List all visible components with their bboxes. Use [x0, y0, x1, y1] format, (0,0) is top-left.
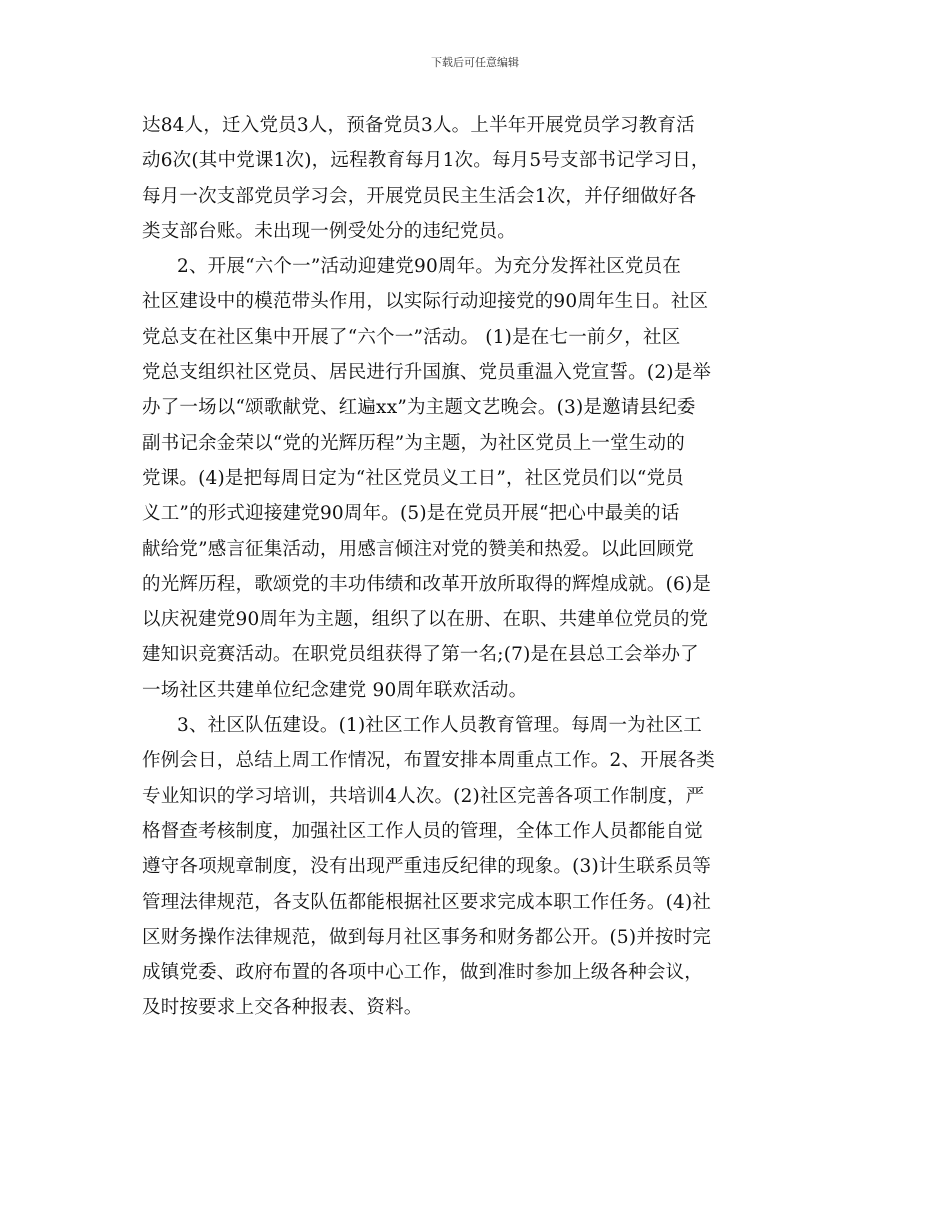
text-line: 的光辉历程，歌颂党的丰功伟绩和改革开放所取得的辉煌成就。(6)是	[142, 573, 712, 595]
text-line: 一场社区共建单位纪念建党 90周年联欢活动。	[142, 679, 528, 701]
text-line: 动6次(其中党课1次)，远程教育每月1次。每月5号支部书记学习日，	[142, 150, 710, 172]
text-line: 社区建设中的模范带头作用，以实际行动迎接党的90周年生日。社区	[142, 291, 709, 313]
text-line: 及时按要求上交各种报表、资料。	[142, 997, 423, 1019]
text-line: 每月一次支部党员学习会，开展党员民主生活会1次，并仔细做好各	[142, 185, 697, 207]
page-header: 下载后可任意编辑	[431, 56, 519, 69]
text-line: 成镇党委、政府布置的各项中心工作，做到准时参加上级各种会议，	[142, 962, 704, 984]
text-line: 类支部台账。未出现一例受处分的违纪党员。	[142, 220, 517, 242]
text-line: 党课。(4)是把每周日定为“社区党员义工日”，社区党员们以“党员	[142, 467, 684, 489]
text-line: 格督查考核制度，加强社区工作人员的管理，全体工作人员都能自觉	[142, 820, 704, 842]
text-line: 达84人，迁入党员3人，预备党员3人。上半年开展党员学习教育活	[142, 115, 695, 136]
text-line: 区财务操作法律规范，做到每月社区事务和财务都公开。(5)并按时完	[142, 926, 712, 948]
text-line: 党总支在社区集中开展了“六个一”活动。 (1)是在七一前夕，社区	[142, 326, 681, 348]
text-line: 建知识竞赛活动。在职党员组获得了第一名;(7)是在县总工会举办了	[142, 644, 699, 666]
text-line: 3、社区队伍建设。(1)社区工作人员教育管理。每周一为社区工	[177, 715, 702, 737]
text-line: 专业知识的学习培训，共培训4人次。(2)社区完善各项工作制度，严	[142, 785, 705, 807]
text-line: 办了一场以“颂歌献党、红遍xx”为主题文艺晚会。(3)是邀请县纪委	[142, 397, 696, 419]
text-line: 2、开展“六个一”活动迎建党90周年。为充分发挥社区党员在	[177, 256, 682, 278]
text-line: 义工”的形式迎接建党90周年。(5)是在党员开展“把心中最美的话	[142, 503, 680, 525]
text-line: 党总支组织社区党员、居民进行升国旗、党员重温入党宣誓。(2)是举	[142, 362, 712, 384]
document-body	[142, 108, 814, 1026]
text-line: 以庆祝建党90周年为主题，组织了以在册、在职、共建单位党员的党	[142, 609, 709, 631]
text-line: 献给党”感言征集活动，用感言倾注对党的赞美和热爱。以此回顾党	[142, 538, 694, 560]
text-line: 管理法律规范，各支队伍都能根据社区要求完成本职工作任务。(4)社	[142, 891, 712, 913]
text-line: 副书记余金荣以“党的光辉历程”为主题，为社区党员上一堂生动的	[142, 432, 685, 454]
text-line: 遵守各项规章制度，没有出现严重违反纪律的现象。(3)计生联系员等	[142, 856, 712, 878]
text-line: 作例会日，总结上周工作情况，布置安排本周重点工作。2、开展各类	[142, 750, 715, 772]
